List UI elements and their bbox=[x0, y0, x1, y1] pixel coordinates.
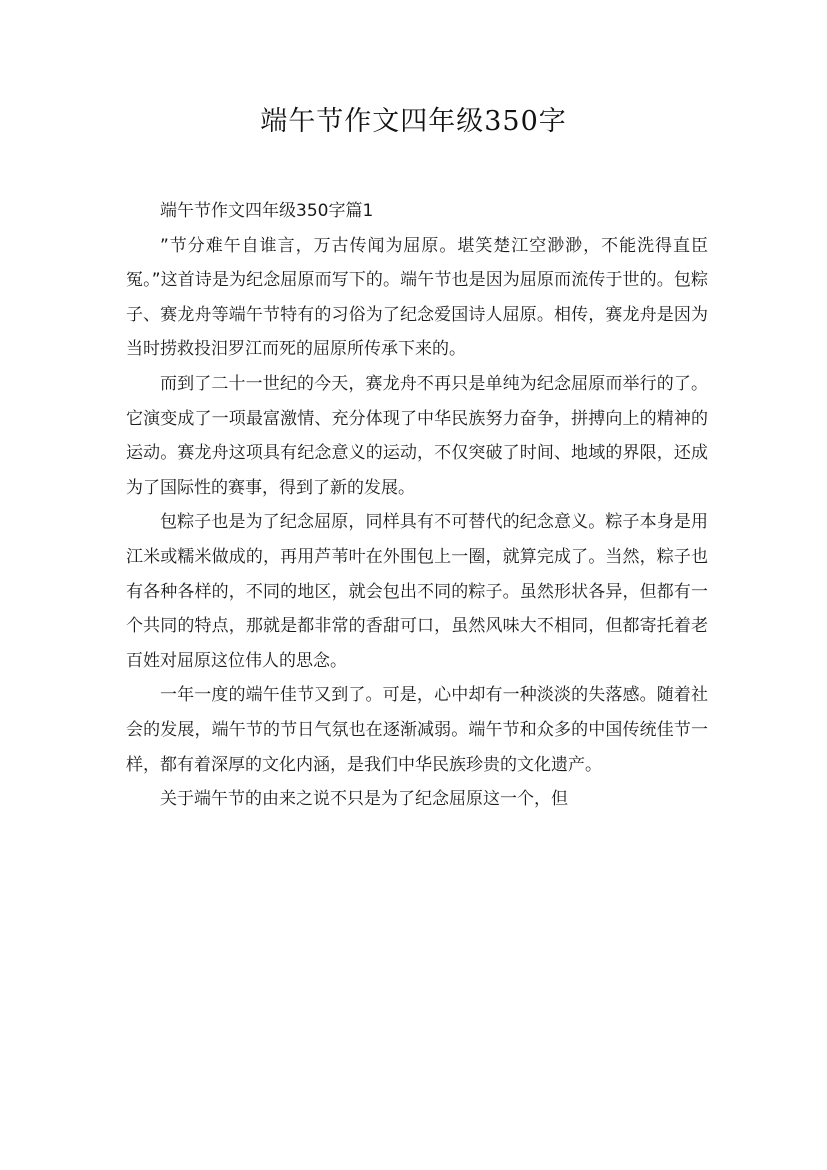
paragraph-4: 一年一度的端午佳节又到了。可是，心中却有一种淡淡的失落感。随着社会的发展，端午节的节日气氛也在逐渐减弱。端午节和众多的中国传统佳节一样，都有着深厚的文化内涵，是我们中华民族珍贵的文化遗产。 bbox=[126, 685, 708, 775]
paragraph-1: ”节分难午自谁言，万古传闻为屈原。堪笑楚江空渺渺，不能洗得直臣冤。”这首诗是为纪念屈原而写下的。端午节也是因为屈原而流传于世的。包粽子、赛龙舟等端午节特有的习俗为了纪念爱国诗人屈原。相传，赛龙舟是因为当时捞救投汨罗江而死的屈原所传承下来的。 bbox=[126, 235, 708, 360]
document-title: 端午节作文四年级350字 bbox=[260, 106, 567, 137]
paragraph-5: 关于端午节的由来之说不只是为了纪念屈原这一个，但 bbox=[160, 789, 568, 810]
document-body bbox=[126, 194, 708, 817]
paragraph-3: 包粽子也是为了纪念屈原，同样具有不可替代的纪念意义。粽子本身是用江米或糯米做成的，再用芦苇叶在外围包上一圈，就算完成了。当然，粽子也有各种各样的，不同的地区，就会包出不同的粽子。虽然形状各异，但都有一个共同的特点，那就是都非常的香甜可口，虽然风味大不相同，但都寄托着老百姓对屈原这位伟人的思念。 bbox=[126, 512, 708, 671]
paragraph-2: 而到了二十一世纪的今天，赛龙舟不再只是单纯为纪念屈原而举行的了。它演变成了一项最富激情、充分体现了中华民族努力奋争，拼搏向上的精神的运动。赛龙舟这项具有纪念意义的运动，不仅突破了时间、地域的界限，还成为了国际性的赛事，得到了新的发展。 bbox=[126, 373, 708, 498]
section-heading: 端午节作文四年级350字篇1 bbox=[160, 201, 374, 221]
